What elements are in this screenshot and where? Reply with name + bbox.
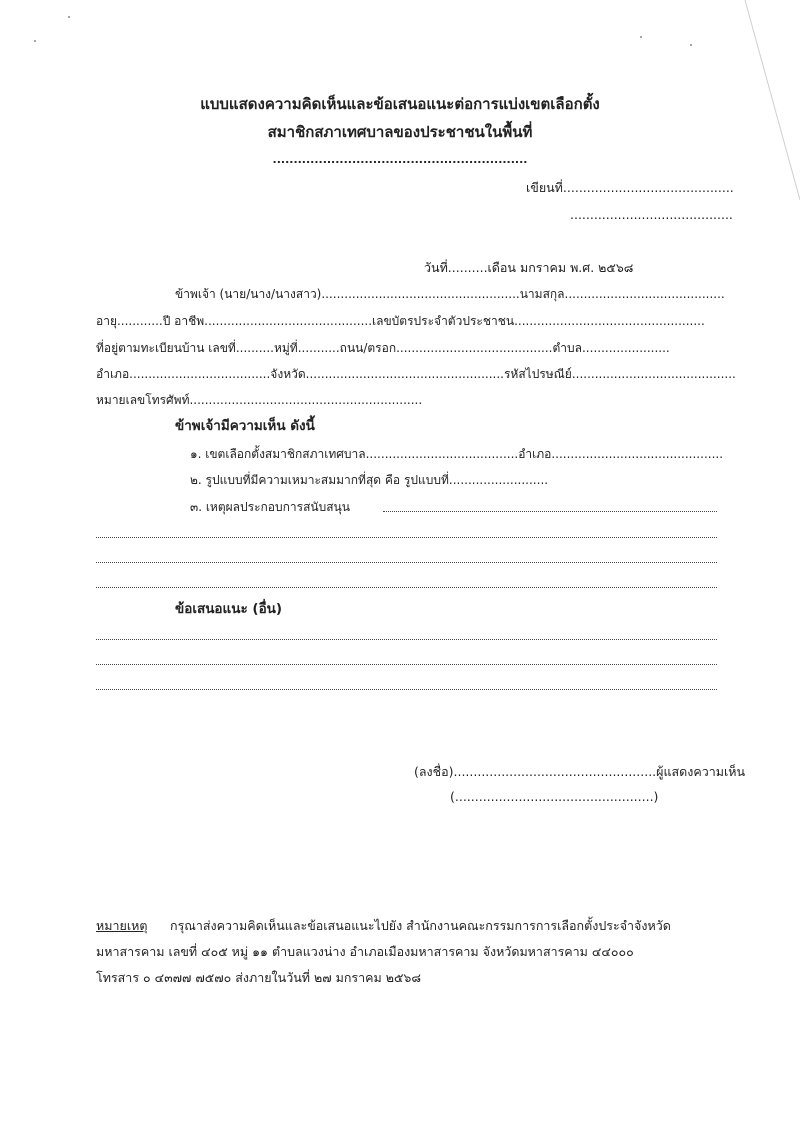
address-field[interactable]: ที่อยู่ตามทะเบียนบ้าน เลขที่..........หมู่ที่...........ถนน/ตรอก.........................................ตำบล.......................: [96, 341, 670, 355]
reason-input-line[interactable]: [96, 537, 717, 538]
signature-field[interactable]: (ลงชื่อ)...................................................ผู้แสดงความเห็น: [414, 764, 746, 779]
form-title-line1: แบบแสดงความคิดเห็นและข้อเสนอแนะต่อการแบ่งเขตเลือกตั้ง: [200, 95, 600, 113]
opinion-heading: ข้าพเจ้ามีความเห็น ดังนี้: [175, 418, 315, 434]
age-occupation-id-field[interactable]: อายุ............ปี อาชีพ............................................เลขบัตรประจำตัวประชาชน..................................................: [96, 314, 705, 328]
scan-speck: [34, 40, 36, 42]
form-title-line2: สมาชิกสภาเทศบาลของประชาชนในพื้นที่: [267, 123, 533, 141]
note-line-1: กรุณาส่งความคิดเห็นและข้อเสนอแนะไปยัง สำนักงานคณะกรรมการการเลือกตั้งประจำจังหวัด: [170, 918, 671, 933]
date-field[interactable]: วันที่..........เดือน มกราคม พ.ศ. ๒๕๖๘: [424, 260, 634, 275]
reason-input-line[interactable]: [383, 511, 717, 512]
opinion-item-3: ๓. เหตุผลประกอบการสนับสนุน: [190, 500, 350, 514]
scan-speck: [68, 16, 70, 18]
suggestion-input-line[interactable]: [96, 639, 717, 640]
reason-input-line[interactable]: [96, 562, 717, 563]
suggestion-input-line[interactable]: [96, 664, 717, 665]
suggestion-input-line[interactable]: [96, 689, 717, 690]
opinion-item-2[interactable]: ๒. รูปแบบที่มีความเหมาะสมมากที่สุด คือ รูปแบบที่..........................: [190, 473, 549, 487]
opinion-item-1[interactable]: ๑. เขตเลือกตั้งสมาชิกสภาเทศบาล........................................อำเภอ.............................................: [190, 447, 724, 461]
form-title-dots: .............................................................: [272, 153, 528, 166]
signature-name-field[interactable]: (..................................................): [450, 789, 659, 804]
written-at-field[interactable]: เขียนที่...........................................: [526, 180, 734, 195]
written-at-field-2[interactable]: .........................................: [570, 207, 733, 222]
phone-field[interactable]: หมายเลขโทรศัพท์.............................................................: [96, 393, 423, 407]
note-label: หมายเหตุ: [96, 918, 148, 933]
district-province-postcode-field[interactable]: อำเภอ.....................................จังหวัด....................................................รหัสไปรษณีย์...........................................: [96, 367, 736, 381]
note-line-2: มหาสารคาม เลขที่ ๔๐๕ หมู่ ๑๑ ตำบลแวงน่าง อำเภอเมืองมหาสารคาม จังหวัดมหาสารคาม ๔๔๐๐๐: [96, 944, 634, 959]
name-field[interactable]: ข้าพเจ้า (นาย/นาง/นางสาว)....................................................นามสกุล..........................................: [175, 287, 725, 301]
scan-speck: [690, 44, 692, 46]
reason-input-line[interactable]: [96, 587, 717, 588]
suggestion-heading: ข้อเสนอแนะ (อื่น): [175, 601, 283, 617]
note-line-3: โทรสาร ๐ ๔๓๗๗ ๗๕๗๐ ส่งภายในวันที่ ๒๗ มกราคม ๒๕๖๘: [96, 970, 421, 985]
scan-speck: [640, 36, 642, 38]
